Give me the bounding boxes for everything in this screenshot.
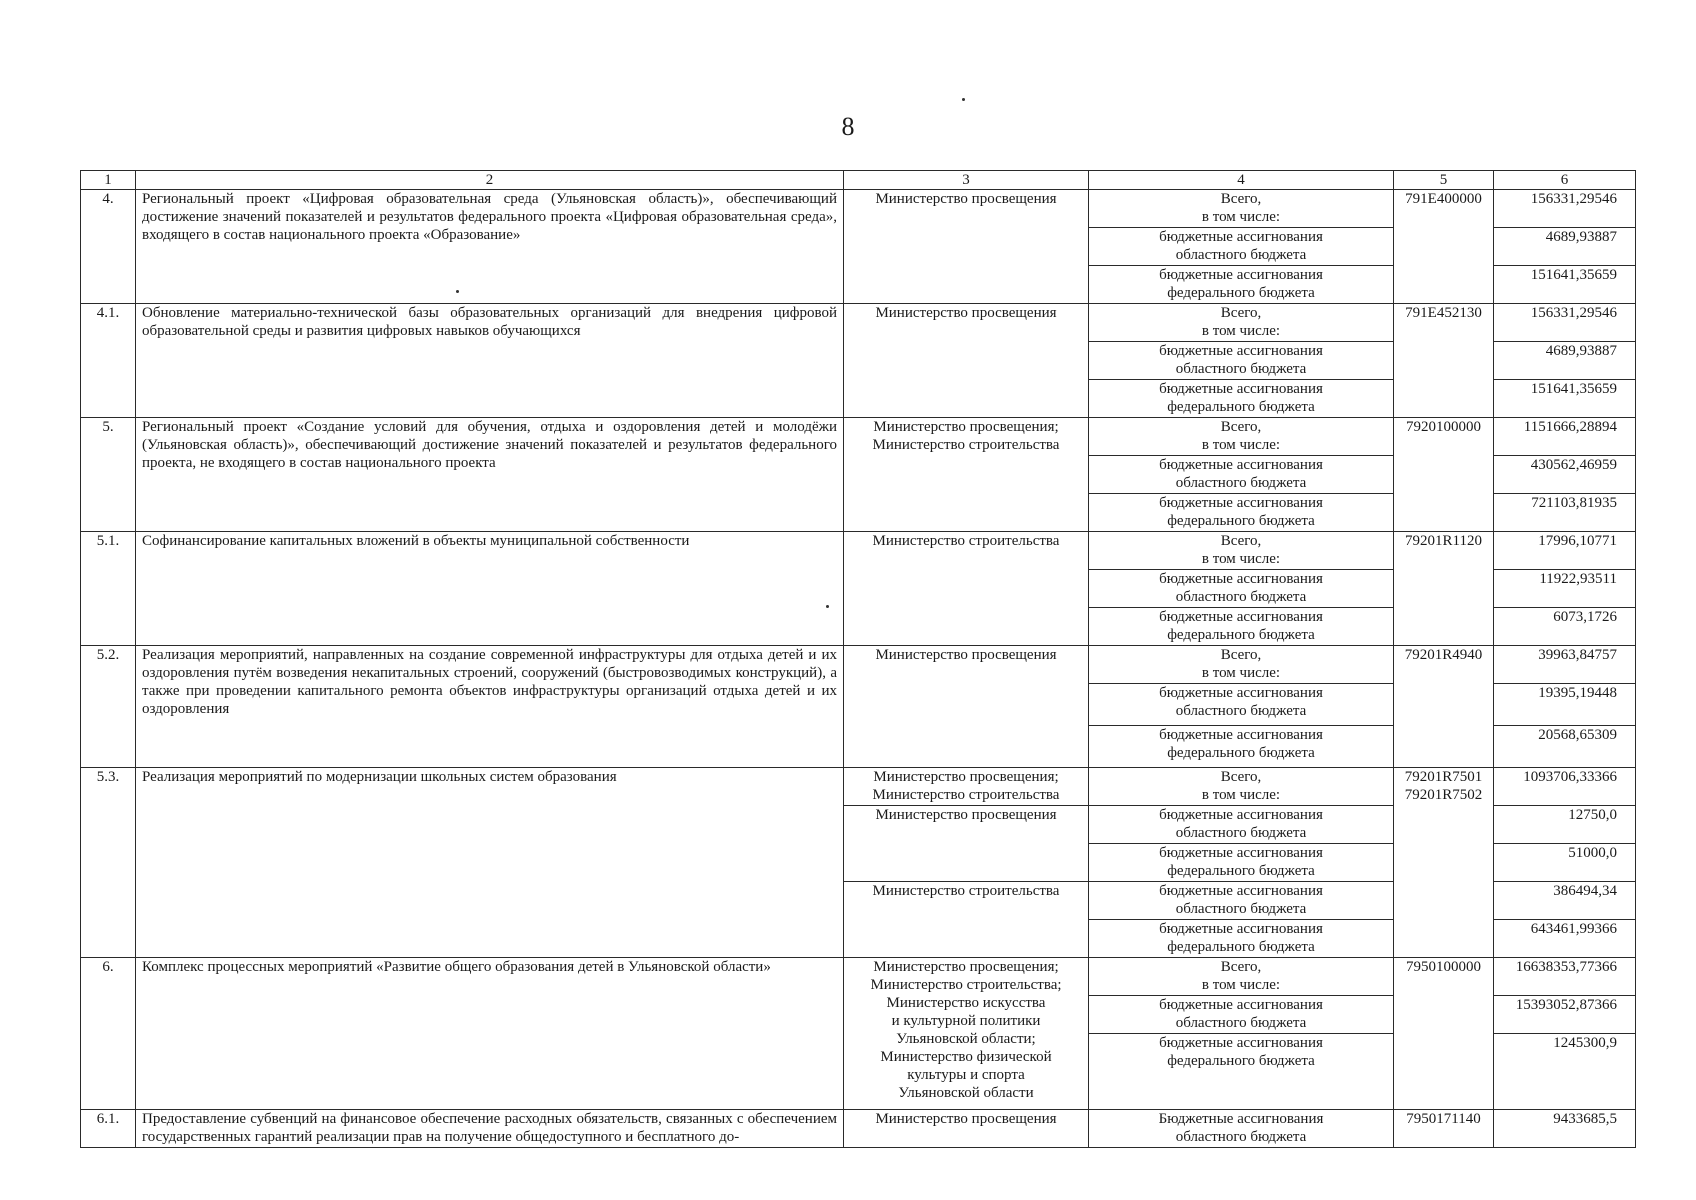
row-number: 6.: [81, 958, 136, 1110]
ministry-name: Министерство строительства: [872, 883, 1060, 899]
funding-label: бюджетные ассигнования: [1159, 609, 1323, 625]
budget-code: 79201R4940: [1394, 646, 1494, 768]
row-number: 5.: [81, 418, 136, 532]
funding-federal: [1089, 844, 1394, 882]
funding-federal: [1089, 380, 1394, 418]
funding-total: [1089, 304, 1394, 342]
funding-label: областного бюджета: [1175, 1015, 1307, 1031]
budget-code: 791E400000: [1394, 190, 1494, 304]
responsible-cell: [844, 532, 1089, 646]
budget-code: 7950100000: [1394, 958, 1494, 1110]
ministry-name: Министерство строительства;: [870, 977, 1062, 993]
funding-label: федерального бюджета: [1167, 939, 1315, 955]
funding-label: федерального бюджета: [1167, 745, 1315, 761]
funding-federal: [1089, 726, 1394, 768]
responsible-cell: [844, 190, 1089, 304]
funding-federal: [1089, 494, 1394, 532]
funding-label: в том числе:: [1201, 977, 1281, 993]
budget-code: 7950171140: [1394, 1110, 1494, 1148]
amount-federal: 1245300,9: [1494, 1034, 1636, 1110]
column-header: 1: [81, 171, 136, 190]
funding-label: бюджетные ассигнования: [1159, 845, 1323, 861]
ministry-name: Министерство просвещения;: [873, 419, 1059, 435]
funding-label: бюджетные ассигнования: [1159, 495, 1323, 511]
funding-label: областного бюджета: [1175, 703, 1307, 719]
row-description: Обновление материально-технической базы образовательных организаций для внедрения цифровой образовательной среды и развития цифровых навыков обучающихся: [136, 304, 844, 418]
funding-oblast: [1089, 684, 1394, 726]
funding-label: федерального бюджета: [1167, 285, 1315, 301]
amount-oblast: 12750,0: [1494, 806, 1636, 844]
responsible-cell: [844, 304, 1089, 418]
funding-label: Всего,: [1220, 191, 1262, 207]
funding-label: бюджетные ассигнования: [1159, 571, 1323, 587]
ministry-name: Министерство просвещения: [875, 807, 1057, 823]
funding-oblast: [1089, 996, 1394, 1034]
funding-label: бюджетные ассигнования: [1159, 229, 1323, 245]
funding-total: [1089, 768, 1394, 806]
funding-label: Всего,: [1220, 305, 1262, 321]
row-description: Комплекс процессных мероприятий «Развитие общего образования детей в Ульяновской области»: [136, 958, 844, 1110]
funding-label: бюджетные ассигнования: [1159, 1035, 1323, 1051]
ministry-name: Министерство строительства: [872, 787, 1060, 803]
table-row: [81, 304, 1636, 342]
row-description: Региональный проект «Цифровая образовательная среда (Ульяновская область)», обеспечивающий достижение значений показателей и результатов федерального проекта «Цифровая образовательная среда», входящего в состав национального проекта «Образование»: [136, 190, 844, 304]
funding-oblast: [1089, 882, 1394, 920]
funding-label: бюджетные ассигнования: [1159, 457, 1323, 473]
table-row: [81, 768, 1636, 806]
funding-label: бюджетные ассигнования: [1159, 381, 1323, 397]
funding-label: областного бюджета: [1175, 589, 1307, 605]
funding-label: бюджетные ассигнования: [1159, 883, 1323, 899]
ministry-name: Министерство просвещения: [875, 647, 1057, 663]
funding-label: Всего,: [1220, 959, 1262, 975]
amount-oblast: 386494,34: [1494, 882, 1636, 920]
ministry-name: и культурной политики: [891, 1013, 1041, 1029]
row-number: 5.2.: [81, 646, 136, 768]
row-number: 4.: [81, 190, 136, 304]
funding-federal: [1089, 1034, 1394, 1110]
funding-label: областного бюджета: [1175, 901, 1307, 917]
funding-label: Бюджетные ассигнования: [1158, 1111, 1324, 1127]
funding-label: федерального бюджета: [1167, 863, 1315, 879]
funding-label: федерального бюджета: [1167, 627, 1315, 643]
row-number: 5.3.: [81, 768, 136, 958]
ministry-name: Министерство физической: [880, 1049, 1052, 1065]
funding-label: областного бюджета: [1175, 247, 1307, 263]
responsible-cell: [844, 958, 1089, 1110]
row-description: Софинансирование капитальных вложений в объекты муниципальной собственности: [136, 532, 844, 646]
amount-oblast: 4689,93887: [1494, 342, 1636, 380]
funding-total: [1089, 190, 1394, 228]
page-number: 8: [841, 112, 855, 141]
row-number: 6.1.: [81, 1110, 136, 1148]
table-row: [81, 646, 1636, 684]
column-header: 4: [1089, 171, 1394, 190]
funding-total: [1089, 532, 1394, 570]
funding-label: Всего,: [1220, 419, 1262, 435]
funding-oblast: [1089, 456, 1394, 494]
ministry-name: Министерство просвещения;: [873, 769, 1059, 785]
funding-total: [1089, 646, 1394, 684]
amount-federal: 20568,65309: [1494, 726, 1636, 768]
ministry-name: Ульяновской области: [898, 1085, 1034, 1101]
row-description: Предоставление субвенций на финансовое обеспечение расходных обязательств, связанных с обеспечением государственных гарантий реализации прав на получение общедоступного и бесплатного до-: [136, 1110, 844, 1148]
funding-label: бюджетные ассигнования: [1159, 267, 1323, 283]
funding-oblast: [1089, 228, 1394, 266]
amount-federal: 151641,35659: [1494, 266, 1636, 304]
ministry-name: Министерство строительства: [872, 437, 1060, 453]
column-header: 5: [1394, 171, 1494, 190]
funding-label: областного бюджета: [1175, 825, 1307, 841]
funding-label: областного бюджета: [1175, 475, 1307, 491]
funding-label: в том числе:: [1201, 551, 1281, 567]
ministry-name: Министерство просвещения: [875, 191, 1057, 207]
funding-label: областного бюджета: [1175, 361, 1307, 377]
amount-total: 156331,29546: [1494, 304, 1636, 342]
scan-speck: [962, 98, 965, 101]
budget-code: 79201R1120: [1394, 532, 1494, 646]
funding-label: федерального бюджета: [1167, 399, 1315, 415]
funding-oblast: [1089, 806, 1394, 844]
amount-federal: 721103,81935: [1494, 494, 1636, 532]
budget-code-line: 79201R7501: [1404, 769, 1483, 785]
amount-total: 39963,84757: [1494, 646, 1636, 684]
table-row: [81, 190, 1636, 228]
responsible-cell: [844, 768, 1089, 806]
funding-federal: [1089, 920, 1394, 958]
amount-total: 1151666,28894: [1494, 418, 1636, 456]
funding-label: в том числе:: [1201, 665, 1281, 681]
ministry-name: культуры и спорта: [907, 1067, 1025, 1083]
column-header-row: [81, 171, 1636, 190]
budget-code-line: 79201R7502: [1404, 787, 1483, 803]
row-number: 5.1.: [81, 532, 136, 646]
table-row: [81, 1110, 1636, 1148]
budget-code: [1394, 768, 1494, 958]
row-number: 4.1.: [81, 304, 136, 418]
table-row: [81, 418, 1636, 456]
amount-oblast: 15393052,87366: [1494, 996, 1636, 1034]
funding-label: Всего,: [1220, 647, 1262, 663]
responsible-cell: [844, 646, 1089, 768]
funding-label: бюджетные ассигнования: [1159, 727, 1323, 743]
funding-label: федерального бюджета: [1167, 513, 1315, 529]
funding-label: в том числе:: [1201, 323, 1281, 339]
table-row: [81, 958, 1636, 996]
amount-federal: 151641,35659: [1494, 380, 1636, 418]
funding-label: областного бюджета: [1175, 1129, 1307, 1145]
amount-total: 17996,10771: [1494, 532, 1636, 570]
funding-label: бюджетные ассигнования: [1159, 343, 1323, 359]
ministry-name: Министерство искусства: [886, 995, 1046, 1011]
funding-label: федерального бюджета: [1167, 1053, 1315, 1069]
column-header: 2: [136, 171, 844, 190]
funding-total: [1089, 958, 1394, 996]
amount-total: 156331,29546: [1494, 190, 1636, 228]
ministry-name: Ульяновской области;: [896, 1031, 1036, 1047]
amount-oblast: 11922,93511: [1494, 570, 1636, 608]
funding-federal: [1089, 266, 1394, 304]
amount-total: 9433685,5: [1494, 1110, 1636, 1148]
funding-oblast: [1089, 1110, 1394, 1148]
column-header: 3: [844, 171, 1089, 190]
budget-code: 7920100000: [1394, 418, 1494, 532]
funding-label: Всего,: [1220, 769, 1262, 785]
funding-oblast: [1089, 342, 1394, 380]
budget-table: [80, 170, 1636, 1148]
column-header: 6: [1494, 171, 1636, 190]
ministry-name: Министерство строительства: [872, 533, 1060, 549]
amount-federal: 643461,99366: [1494, 920, 1636, 958]
amount-total: 16638353,77366: [1494, 958, 1636, 996]
funding-label: бюджетные ассигнования: [1159, 685, 1323, 701]
amount-oblast: 19395,19448: [1494, 684, 1636, 726]
funding-total: [1089, 418, 1394, 456]
amount-federal: 6073,1726: [1494, 608, 1636, 646]
ministry-name: Министерство просвещения: [875, 305, 1057, 321]
table-row: [81, 532, 1636, 570]
amount-total: 1093706,33366: [1494, 768, 1636, 806]
responsible-cell: [844, 882, 1089, 958]
row-description: Реализация мероприятий, направленных на создание современной инфраструктуры для отдыха детей и их оздоровления путём возведения некапитальных строений, сооружений (быстровозводимых конструкций), а также при проведении капитального ремонта объектов инфраструктуры организаций отдыха детей и их оздоровления: [136, 646, 844, 768]
funding-label: в том числе:: [1201, 437, 1281, 453]
funding-oblast: [1089, 570, 1394, 608]
responsible-cell: [844, 806, 1089, 882]
budget-code: 791E452130: [1394, 304, 1494, 418]
ministry-name: Министерство просвещения: [875, 1111, 1057, 1127]
ministry-name: Министерство просвещения;: [873, 959, 1059, 975]
amount-federal: 51000,0: [1494, 844, 1636, 882]
funding-federal: [1089, 608, 1394, 646]
funding-label: Всего,: [1220, 533, 1262, 549]
funding-label: в том числе:: [1201, 787, 1281, 803]
funding-label: в том числе:: [1201, 209, 1281, 225]
funding-label: бюджетные ассигнования: [1159, 921, 1323, 937]
responsible-cell: [844, 1110, 1089, 1148]
responsible-cell: [844, 418, 1089, 532]
amount-oblast: 4689,93887: [1494, 228, 1636, 266]
amount-oblast: 430562,46959: [1494, 456, 1636, 494]
row-description: Реализация мероприятий по модернизации школьных систем образования: [136, 768, 844, 958]
funding-label: бюджетные ассигнования: [1159, 997, 1323, 1013]
row-description: Региональный проект «Создание условий для обучения, отдыха и оздоровления детей и молодёжи (Ульяновская область)», обеспечивающий достижение значений показателей и результатов федерального проекта, не входящего в состав национального проекта: [136, 418, 844, 532]
funding-label: бюджетные ассигнования: [1159, 807, 1323, 823]
